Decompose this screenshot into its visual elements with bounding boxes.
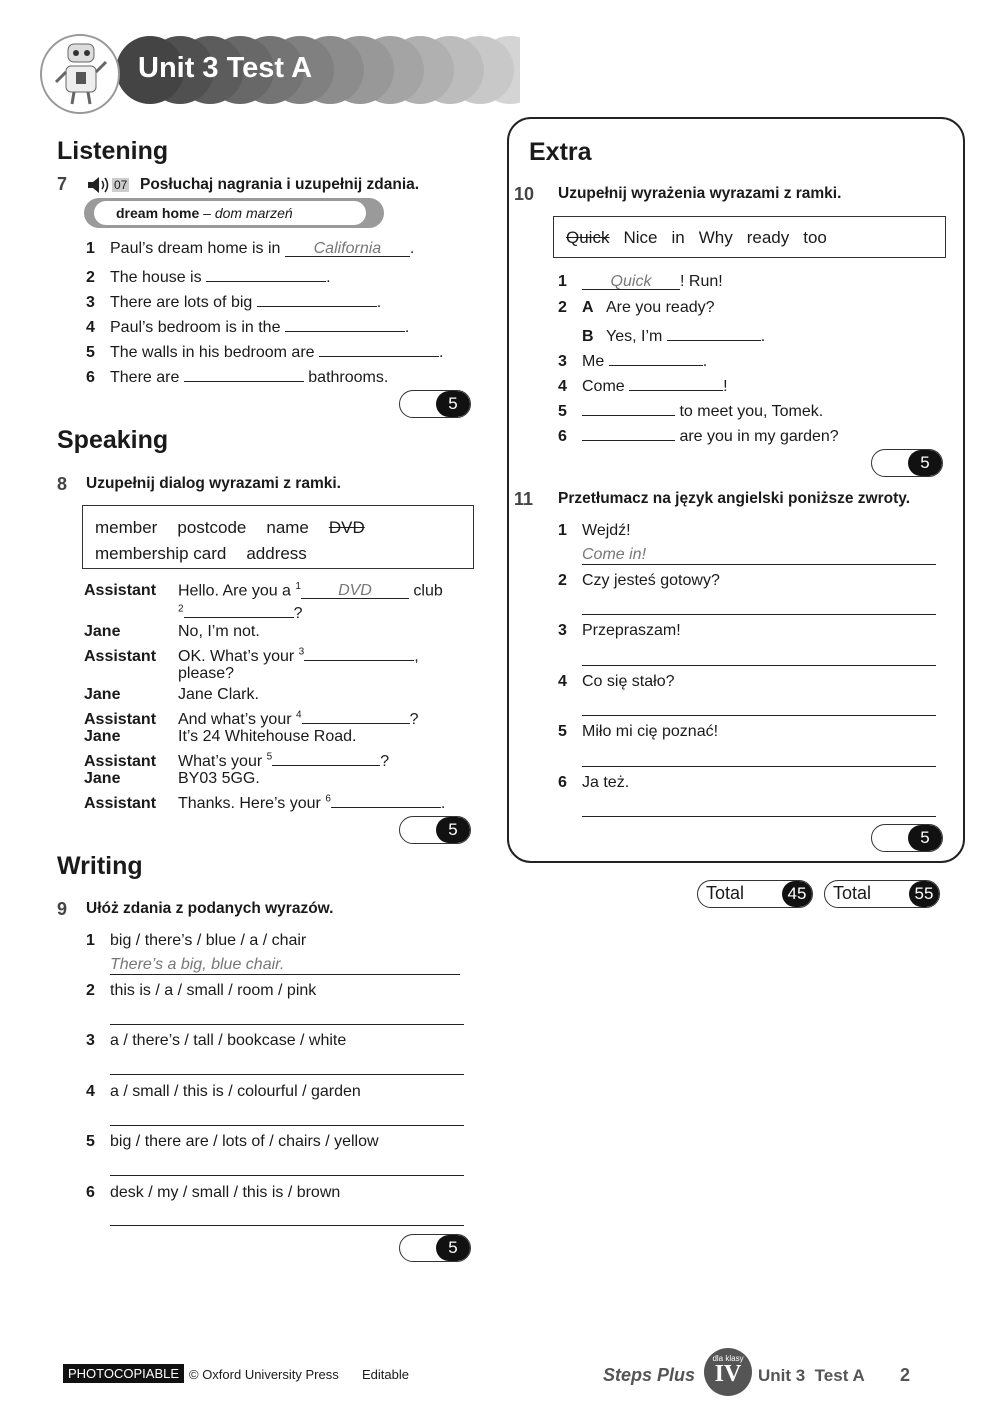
answer-blank[interactable] <box>272 749 380 766</box>
writing-title: Writing <box>57 852 143 880</box>
answer-blank[interactable]: DVD <box>301 582 409 599</box>
exercise-number: 7 <box>57 174 68 194</box>
brand-name: Steps Plus <box>603 1365 696 1385</box>
answer-blank[interactable] <box>184 601 294 618</box>
badge-numeral: IV <box>714 1361 742 1387</box>
list-item: 4 Paul’s bedroom is in the . <box>86 315 409 337</box>
list-item: 4 a / small / this is / colourful / garden <box>86 1083 361 1100</box>
answer-blank[interactable] <box>629 374 723 391</box>
word-option: name <box>266 518 309 537</box>
answer-line[interactable]: Come in! <box>582 546 936 565</box>
score-value: 5 <box>908 825 942 851</box>
unit-label: Unit 3 Test A <box>758 1366 865 1385</box>
list-item: 1 Quick ! Run! <box>558 273 723 290</box>
list-item: 6 Ja też. <box>558 774 630 791</box>
photocopiable-label: PHOTOCOPIABLE <box>63 1364 184 1383</box>
list-item: 4 Co się stało? <box>558 673 675 690</box>
dialog-line: Jane It’s 24 Whitehouse Road. <box>84 728 357 745</box>
score-box <box>399 816 471 844</box>
list-item: 5 The walls in his bedroom are . <box>86 340 443 362</box>
answer-blank[interactable]: Quick <box>582 273 680 290</box>
list-item: 2 this is / a / small / room / pink <box>86 982 317 999</box>
vocab-box <box>84 198 384 228</box>
exercise-number: 8 <box>57 474 68 494</box>
word-option: member <box>95 518 158 537</box>
answer-blank[interactable] <box>304 644 414 661</box>
answer-line[interactable] <box>582 697 936 716</box>
word-option-used: DVD <box>328 518 365 537</box>
exercise-instruction: Posłuchaj nagrania i uzupełnij zdania. <box>140 176 420 193</box>
page-title: Unit 3 Test A <box>138 52 313 84</box>
list-item: 3 Przepraszam! <box>558 622 681 639</box>
answer-blank[interactable]: California <box>285 240 410 257</box>
class-badge <box>704 1348 752 1396</box>
dialog-line: Assistant Thanks. Here’s your $^6$ . <box>84 791 445 813</box>
word-option: in <box>671 228 685 247</box>
total-label: Total <box>706 883 745 903</box>
answer-blank[interactable] <box>302 707 410 724</box>
dialog-line: Assistant OK. What’s your $^3$ , <box>84 644 419 666</box>
word-box <box>553 216 946 258</box>
answer-blank[interactable] <box>582 424 675 441</box>
dialog-line: Jane BY03 5GG. <box>84 770 260 787</box>
list-item: 2 The house is . <box>86 265 331 287</box>
answer-blank[interactable] <box>582 399 675 416</box>
word-option: address <box>246 544 307 563</box>
listening-title: Listening <box>57 137 169 165</box>
word-option: too <box>803 228 827 247</box>
total-box <box>824 880 940 908</box>
word-option: postcode <box>177 518 247 537</box>
editable-text: Editable <box>362 1367 409 1382</box>
list-item: 1 Wejdź! <box>558 522 631 539</box>
vocab-dash: – <box>199 205 215 221</box>
answer-blank[interactable] <box>609 349 703 366</box>
exercise-number: 9 <box>57 899 68 919</box>
word-option: Why <box>698 228 733 247</box>
list-item: 6 There are bathrooms. <box>86 365 388 387</box>
word-box <box>82 505 474 569</box>
vocab-term: dream home <box>116 205 200 221</box>
dialog-line: Assistant Hello. Are you a $^1$ DVD club <box>84 581 443 600</box>
answer-blank[interactable] <box>331 791 441 808</box>
list-item: 6 are you in my garden? <box>558 424 839 446</box>
score-value: 5 <box>436 391 470 417</box>
vocab-translation: dom marzeń <box>214 205 293 221</box>
page-number: 2 <box>900 1365 911 1385</box>
score-box <box>399 1234 471 1262</box>
score-box <box>871 449 943 477</box>
exercise-instruction: Ułóż zdania z podanych wyrazów. <box>86 900 334 917</box>
answer-line[interactable]: There’s a big, blue chair. <box>110 956 460 975</box>
answer-line[interactable] <box>582 647 936 666</box>
answer-line[interactable] <box>110 1107 464 1126</box>
answer-blank[interactable] <box>206 265 326 282</box>
answer-line[interactable] <box>110 1056 464 1075</box>
total-value: 45 <box>782 881 812 907</box>
list-item: 1 big / there’s / blue / a / chair <box>86 932 307 949</box>
list-item: 6 desk / my / small / this is / brown <box>86 1184 341 1201</box>
exercise-number: 10 <box>514 184 535 204</box>
dialog-line: please? <box>178 665 235 682</box>
score-value: 5 <box>436 817 470 843</box>
dialog-line: Jane No, I’m not. <box>84 623 260 640</box>
list-item: 5 Miło mi cię poznać! <box>558 723 719 740</box>
answer-line[interactable] <box>582 798 936 817</box>
answer-blank[interactable] <box>667 324 761 341</box>
copyright-text: © Oxford University Press <box>189 1367 339 1382</box>
answer-blank[interactable] <box>184 365 304 382</box>
exercise-number: 11 <box>514 489 534 509</box>
list-item: 3 There are lots of big . <box>86 290 381 312</box>
answer-line[interactable] <box>110 1207 464 1226</box>
answer-line[interactable] <box>582 748 936 767</box>
score-box <box>871 824 943 852</box>
answer-line[interactable] <box>582 596 936 615</box>
total-box <box>697 880 813 908</box>
list-item: 2 Czy jesteś gotowy? <box>558 572 720 589</box>
answer-blank[interactable] <box>257 290 377 307</box>
word-option: Nice <box>623 228 658 247</box>
robot-mascot-icon <box>54 38 110 108</box>
dialog-line: Assistant And what’s your $^4$ ? <box>84 707 418 729</box>
exercise-instruction: Uzupełnij wyrażenia wyrazami z ramki. <box>558 185 842 202</box>
list-item: 5 big / there are / lots of / chairs / yellow <box>86 1133 379 1150</box>
dialog-line: $^2$ ? <box>84 601 302 623</box>
extra-title: Extra <box>529 138 592 166</box>
exercise-instruction: Uzupełnij dialog wyrazami z ramki. <box>86 475 341 492</box>
score-value: 5 <box>908 450 942 476</box>
answer-blank[interactable] <box>319 340 439 357</box>
score-box <box>399 390 471 418</box>
dialog-line: Assistant What’s your $^5$ ? <box>84 749 389 771</box>
word-option: membership card <box>95 544 227 563</box>
list-item: 2 A Are you ready? <box>558 299 715 316</box>
list-item: B Yes, I’m . <box>558 324 765 346</box>
speaking-title: Speaking <box>57 426 169 454</box>
header-banner <box>40 34 520 114</box>
list-item: 4 Come ! <box>558 374 728 396</box>
answer-line[interactable] <box>110 1157 464 1176</box>
list-item: 1 Paul’s dream home is in California . <box>86 240 415 257</box>
word-option-used: Quick <box>566 228 610 247</box>
list-item: 5 to meet you, Tomek. <box>558 399 823 421</box>
total-value: 55 <box>909 881 939 907</box>
exercise-instruction: Przetłumacz na język angielski poniższe zwroty. <box>558 490 911 507</box>
list-item: 3 Me . <box>558 349 707 371</box>
audio-speaker-icon <box>86 176 112 194</box>
dialog-line: Jane Jane Clark. <box>84 686 259 703</box>
list-item: 3 a / there’s / tall / bookcase / white <box>86 1032 347 1049</box>
audio-track-number: 07 <box>114 178 128 192</box>
badge-caption: dla klasy <box>712 1354 744 1363</box>
score-value: 5 <box>436 1235 470 1261</box>
answer-blank[interactable] <box>285 315 405 332</box>
answer-line[interactable] <box>110 1006 464 1025</box>
total-label: Total <box>833 883 872 903</box>
word-option: ready <box>746 228 790 247</box>
